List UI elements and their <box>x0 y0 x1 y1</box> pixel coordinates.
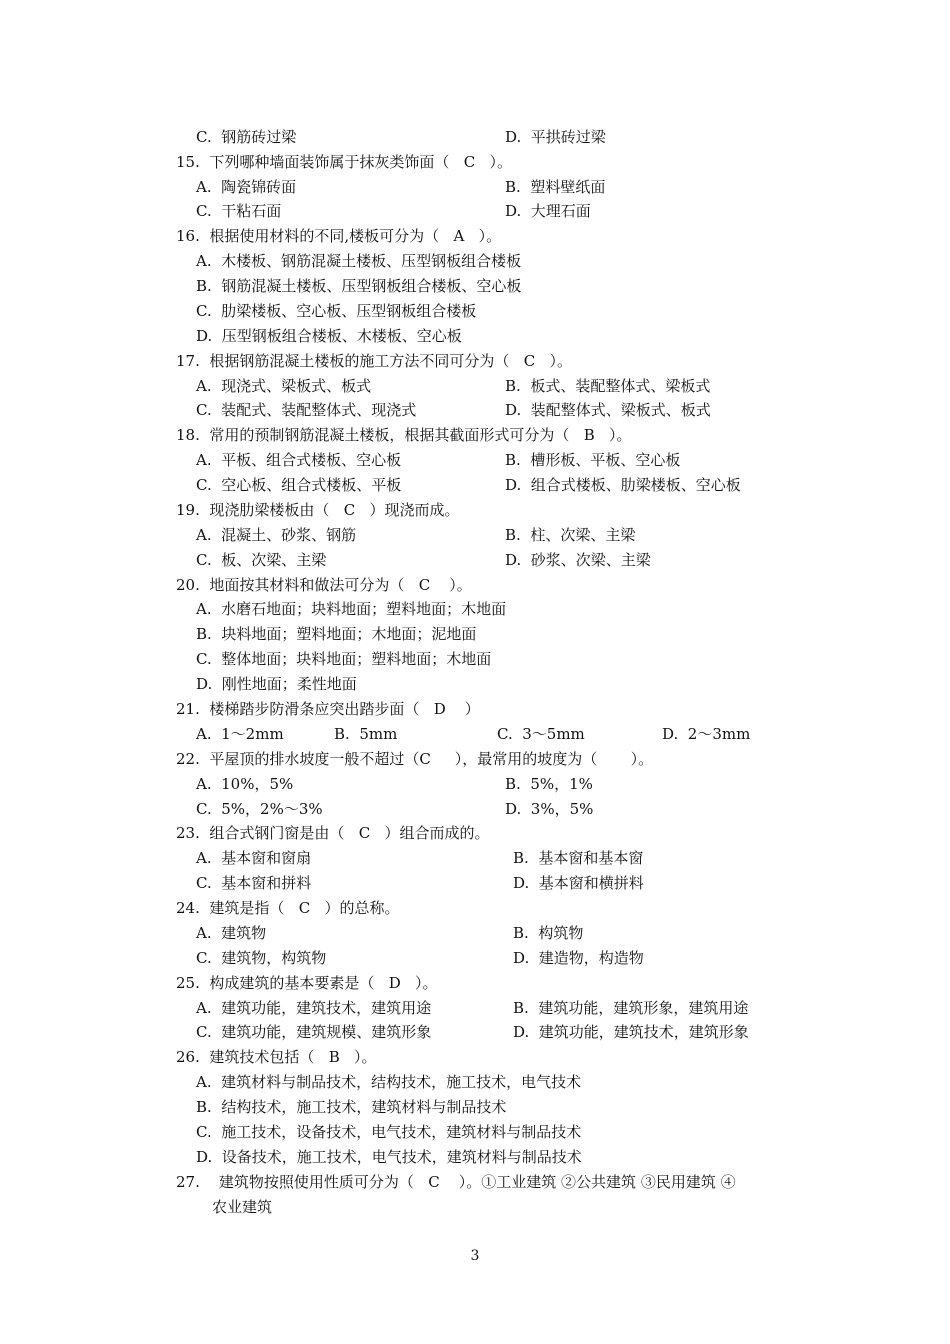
q15-stem: 15. 下列哪种墙面装饰属于抹灰类饰面（ C ）。 <box>176 153 512 171</box>
q18-option-d: D. 组合式楼板、肋梁楼板、空心板 <box>505 476 741 494</box>
q14-option-c: C. 钢筋砖过梁 <box>196 128 297 146</box>
q25-option-a: A. 建筑功能，建筑技术，建筑用途 <box>196 999 432 1017</box>
q15-option-a: A. 陶瓷锦砖面 <box>196 178 297 196</box>
q20-option-b: B. 块料地面；塑料地面；木地面；泥地面 <box>196 625 477 643</box>
q27-stem: 27. 建筑物按照使用性质可分为（ C ）。①工业建筑 ②公共建筑 ③民用建筑 ④ <box>176 1173 736 1191</box>
q18-stem: 18. 常用的预制钢筋混凝土楼板，根据其截面形式可分为（ B ）。 <box>176 426 632 444</box>
q22-option-a: A. 10%，5% <box>196 775 294 793</box>
q25-option-b: B. 建筑功能，建筑形象，建筑用途 <box>513 999 749 1017</box>
q23-option-b: B. 基本窗和基本窗 <box>513 849 644 867</box>
q15-option-c: C. 干粘石面 <box>196 202 282 220</box>
q23-option-c: C. 基本窗和拼料 <box>196 874 312 892</box>
q25-option-c: C. 建筑功能，建筑规模、建筑形象 <box>196 1023 432 1041</box>
q19-option-d: D. 砂浆、次梁、主梁 <box>505 551 651 569</box>
q20-option-a: A. 水磨石地面；块料地面；塑料地面；木地面 <box>196 600 507 618</box>
q26-stem: 26. 建筑技术包括（ B ）。 <box>176 1048 377 1066</box>
q23-option-a: A. 基本窗和窗扇 <box>196 849 312 867</box>
q16-option-d: D. 压型钢板组合楼板、木楼板、空心板 <box>196 327 462 345</box>
q16-stem: 16. 根据使用材料的不同,楼板可分为（ A ）。 <box>176 227 502 245</box>
q22-option-b: B. 5%，1% <box>505 775 593 793</box>
q20-option-d: D. 刚性地面；柔性地面 <box>196 675 357 693</box>
q22-option-d: D. 3%，5% <box>505 800 594 818</box>
q20-stem: 20. 地面按其材料和做法可分为（ C ）。 <box>176 576 472 594</box>
q24-option-a: A. 建筑物 <box>196 924 267 942</box>
q17-stem: 17. 根据钢筋混凝土楼板的施工方法不同可分为（ C ）。 <box>176 352 572 370</box>
q26-option-c: C. 施工技术，设备技术，电气技术，建筑材料与制品技术 <box>196 1123 582 1141</box>
q26-option-d: D. 设备技术，施工技术，电气技术，建筑材料与制品技术 <box>196 1148 582 1166</box>
q26-option-a: A. 建筑材料与制品技术，结构技术，施工技术，电气技术 <box>196 1073 582 1091</box>
q24-option-c: C. 建筑物，构筑物 <box>196 949 327 967</box>
q14-option-d: D. 平拱砖过梁 <box>505 128 606 146</box>
q22-stem: 22. 平屋顶的排水坡度一般不超过（C ），最常用的坡度为（ ）。 <box>176 750 654 768</box>
q20-option-c: C. 整体地面；块料地面；塑料地面；木地面 <box>196 650 492 668</box>
q21-option-c: C. 3～5mm <box>497 725 585 743</box>
q21-option-a: A. 1～2mm <box>196 725 284 743</box>
q19-option-a: A. 混凝土、砂浆、钢筋 <box>196 526 357 544</box>
q16-option-b: B. 钢筋混凝土楼板、压型钢板组合楼板、空心板 <box>196 277 522 295</box>
q23-option-d: D. 基本窗和横拼料 <box>513 874 644 892</box>
q17-option-a: A. 现浇式、梁板式、板式 <box>196 377 372 395</box>
q17-option-c: C. 装配式、装配整体式、现浇式 <box>196 401 417 419</box>
q15-option-d: D. 大理石面 <box>505 202 591 220</box>
q19-option-c: C. 板、次梁、主梁 <box>196 551 327 569</box>
q16-option-c: C. 肋梁楼板、空心板、压型钢板组合楼板 <box>196 302 477 320</box>
q21-option-b: B. 5mm <box>334 725 398 743</box>
q27-stem-continued: 农业建筑 <box>212 1198 273 1216</box>
q21-option-d: D. 2～3mm <box>662 725 751 743</box>
q15-option-b: B. 塑料壁纸面 <box>505 178 606 196</box>
q19-option-b: B. 柱、次梁、主梁 <box>505 526 636 544</box>
q17-option-d: D. 装配整体式、梁板式、板式 <box>505 401 711 419</box>
q25-option-d: D. 建筑功能，建筑技术，建筑形象 <box>513 1023 749 1041</box>
q19-stem: 19. 现浇肋梁楼板由（ C ）现浇而成。 <box>176 501 460 519</box>
q18-option-a: A. 平板、组合式楼板、空心板 <box>196 451 402 469</box>
q18-option-b: B. 槽形板、平板、空心板 <box>505 451 681 469</box>
q18-option-c: C. 空心板、组合式楼板、平板 <box>196 476 402 494</box>
page-number: 3 <box>470 1248 480 1264</box>
q24-stem: 24. 建筑是指（ C ）的总称。 <box>176 899 400 917</box>
q17-option-b: B. 板式、装配整体式、梁板式 <box>505 377 711 395</box>
q24-option-d: D. 建造物，构造物 <box>513 949 644 967</box>
q23-stem: 23. 组合式钢门窗是由（ C ）组合而成的。 <box>176 824 490 842</box>
q21-stem: 21. 楼梯踏步防滑条应突出踏步面（ D ） <box>176 700 480 718</box>
q22-option-c: C. 5%，2%～3% <box>196 800 323 818</box>
q26-option-b: B. 结构技术，施工技术，建筑材料与制品技术 <box>196 1098 507 1116</box>
q16-option-a: A. 木楼板、钢筋混凝土楼板、压型钢板组合楼板 <box>196 252 522 270</box>
q25-stem: 25. 构成建筑的基本要素是（ D ）。 <box>176 974 438 992</box>
q24-option-b: B. 构筑物 <box>513 924 584 942</box>
